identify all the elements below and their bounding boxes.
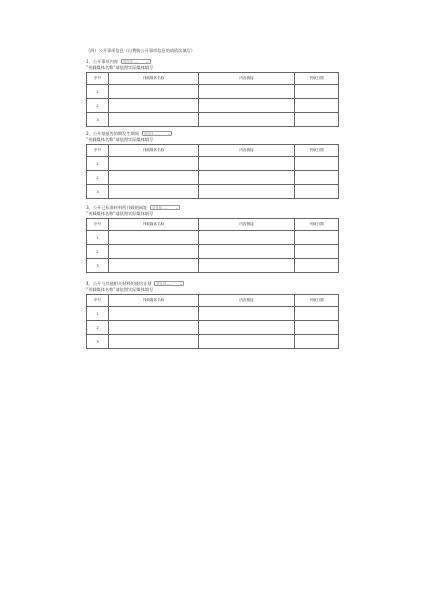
header-date: 刊载日期: [295, 219, 339, 231]
date-cell[interactable]: [295, 335, 339, 349]
table-header-row: [87, 73, 339, 85]
section-select[interactable]: [154, 281, 184, 286]
row-number: 3: [87, 259, 109, 273]
section-3: [86, 204, 338, 273]
section-title: [86, 58, 338, 65]
media-cell[interactable]: [109, 321, 199, 335]
date-cell[interactable]: [295, 259, 339, 273]
row-number: 1: [87, 85, 109, 99]
select-placeholder: 请选择……: [122, 60, 139, 64]
table-row: [87, 307, 339, 321]
row-number: 3: [87, 335, 109, 349]
media-cell[interactable]: [109, 307, 199, 321]
media-cell[interactable]: [109, 245, 199, 259]
section-select[interactable]: [121, 59, 151, 64]
row-number: 2: [87, 99, 109, 113]
section-note: “刊载媒体名称”请依照实际媒体填写: [86, 287, 154, 292]
table-row: [87, 185, 339, 199]
table-row: [87, 171, 339, 185]
media-cell[interactable]: [109, 231, 199, 245]
section-note: “刊载媒体名称”请依照实际媒体填写: [86, 65, 154, 70]
media-cell[interactable]: [109, 259, 199, 273]
section-note: “刊载媒体名称”请依照实际媒体填写: [86, 211, 154, 216]
row-number: 3: [87, 113, 109, 127]
section-title: [86, 204, 338, 211]
date-cell[interactable]: [295, 307, 339, 321]
table-row: [87, 335, 339, 349]
link-cell[interactable]: [199, 185, 295, 199]
section-title: [86, 280, 338, 287]
section-title-text: 3、公开已标准材料所刊载的网址: [86, 204, 148, 210]
table-row: [87, 245, 339, 259]
header-date: 刊载日期: [295, 145, 339, 157]
link-cell[interactable]: [199, 171, 295, 185]
media-cell[interactable]: [109, 157, 199, 171]
header-date: 刊载日期: [295, 295, 339, 307]
link-cell[interactable]: [199, 231, 295, 245]
form-heading: （四）公开事项信息（自费购公开事项信息的请依次填写）: [86, 48, 195, 53]
table-row: [87, 231, 339, 245]
section-title: [86, 130, 338, 137]
link-cell[interactable]: [199, 335, 295, 349]
publication-table: [86, 294, 339, 349]
section-select[interactable]: [142, 131, 172, 136]
link-cell[interactable]: [199, 321, 295, 335]
select-placeholder: 请选择……: [152, 206, 169, 210]
row-number: 2: [87, 245, 109, 259]
publication-table: [86, 218, 339, 273]
link-cell[interactable]: [199, 85, 295, 99]
table-row: [87, 259, 339, 273]
publication-table: [86, 72, 339, 127]
header-no: 序号: [87, 219, 109, 231]
row-number: 1: [87, 231, 109, 245]
table-header-row: [87, 295, 339, 307]
header-date: 刊载日期: [295, 73, 339, 85]
header-link: 内容链接: [199, 145, 295, 157]
link-cell[interactable]: [199, 307, 295, 321]
header-no: 序号: [87, 145, 109, 157]
row-number: 2: [87, 321, 109, 335]
media-cell[interactable]: [109, 113, 199, 127]
date-cell[interactable]: [295, 231, 339, 245]
table-header-row: [87, 145, 339, 157]
header-link: 内容链接: [199, 73, 295, 85]
header-no: 序号: [87, 73, 109, 85]
section-select[interactable]: [150, 205, 180, 210]
link-cell[interactable]: [199, 113, 295, 127]
publication-table: [86, 144, 339, 199]
table-row: [87, 85, 339, 99]
section-title-text: 4、公开与其他相关材料的使用计划: [86, 280, 152, 286]
section-note: “刊载媒体名称”请依照实际媒体填写: [86, 137, 154, 142]
link-cell[interactable]: [199, 245, 295, 259]
header-media: 刊载媒体名称: [109, 219, 199, 231]
date-cell[interactable]: [295, 85, 339, 99]
link-cell[interactable]: [199, 157, 295, 171]
chevron-down-icon: ⌄: [146, 60, 149, 64]
link-cell[interactable]: [199, 99, 295, 113]
date-cell[interactable]: [295, 185, 339, 199]
section-title-text: 1、公开事项内容: [86, 58, 118, 64]
chevron-down-icon: ⌄: [179, 282, 183, 286]
date-cell[interactable]: [295, 321, 339, 335]
row-number: 2: [87, 171, 109, 185]
table-row: [87, 113, 339, 127]
date-cell[interactable]: [295, 157, 339, 171]
media-cell[interactable]: [109, 85, 199, 99]
table-row: [87, 321, 339, 335]
table-row: [87, 157, 339, 171]
link-cell[interactable]: [199, 259, 295, 273]
row-number: 1: [87, 157, 109, 171]
media-cell[interactable]: [109, 185, 199, 199]
date-cell[interactable]: [295, 99, 339, 113]
date-cell[interactable]: [295, 171, 339, 185]
section-title-text: 2、公开基报告的期发生期间: [86, 130, 139, 136]
table-row: [87, 99, 339, 113]
header-link: 内容链接: [199, 295, 295, 307]
header-link: 内容链接: [199, 219, 295, 231]
header-media: 刊载媒体名称: [109, 145, 199, 157]
media-cell[interactable]: [109, 99, 199, 113]
section-4: [86, 280, 338, 349]
table-header-row: [87, 219, 339, 231]
header-media: 刊载媒体名称: [109, 295, 199, 307]
media-cell[interactable]: [109, 171, 199, 185]
header-media: 刊载媒体名称: [109, 73, 199, 85]
section-1: [86, 58, 338, 127]
media-cell[interactable]: [109, 335, 199, 349]
row-number: 3: [87, 185, 109, 199]
header-no: 序号: [87, 295, 109, 307]
select-placeholder: 请选择……: [156, 282, 173, 286]
date-cell[interactable]: [295, 113, 339, 127]
section-2: [86, 130, 338, 199]
select-placeholder: 请选择……: [143, 132, 160, 136]
row-number: 1: [87, 307, 109, 321]
date-cell[interactable]: [295, 245, 339, 259]
chevron-down-icon: ⌄: [166, 132, 170, 136]
chevron-down-icon: ⌄: [175, 206, 179, 210]
